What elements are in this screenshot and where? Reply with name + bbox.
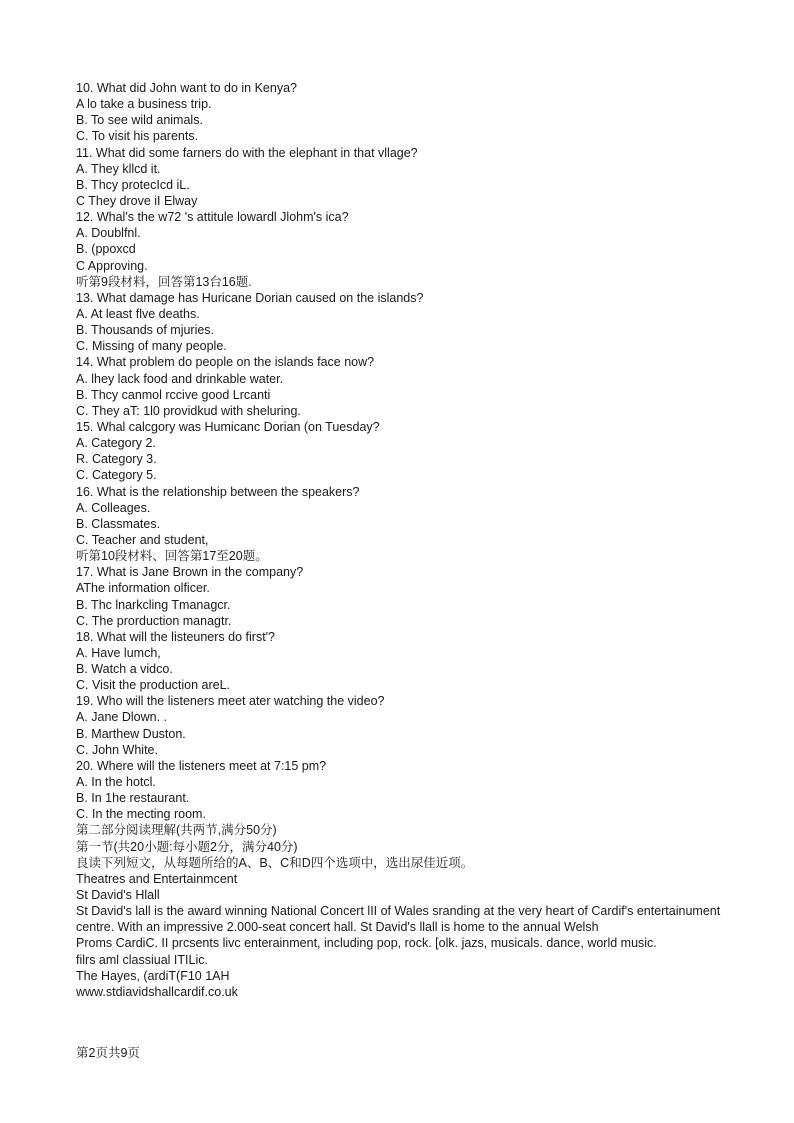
text-line: A. lhey lack food and drinkable water. (76, 371, 284, 386)
text-line: 听第9段材料，回答第13台16题. (76, 274, 252, 289)
text-line: A. At least flve deaths. (76, 306, 200, 321)
text-line: Theatres and Entertainmcent (76, 871, 238, 886)
text-line: A. Colleages. (76, 500, 151, 515)
article-paragraph-2: Proms CardiC. II prcsents livc enterainment, including pop, rock. [olk. jazs, musicals. dance, world music. (76, 936, 657, 951)
venue-line: The Hayes, (ardiT(F10 1AH (76, 968, 230, 983)
text-line: 13. What damage has Huricane Dorian caused on the islands? (76, 290, 424, 305)
text-line: B. (ppoxcd (76, 242, 136, 257)
text-line: C. The prorduction managtr. (76, 613, 232, 628)
text-line: 15. Whal calcgory was Humicanc Dorian (on Tuesday? (76, 419, 380, 434)
text-line: C. Visit the production areL. (76, 678, 231, 693)
text-line: B. In 1he restaurant. (76, 791, 190, 806)
text-line: C. John White. (76, 742, 158, 757)
text-line: 听第10段材料、回答第17至20题。 (76, 549, 268, 564)
text-line: 20. Where will the listeners meet at 7:15 pm? (76, 758, 327, 773)
text-line: 第二部分阅读理解(共两节,满分50分) (76, 823, 277, 838)
text-line: C. To visit his parents. (76, 129, 199, 144)
text-line: C. In the mecting room. (76, 807, 206, 822)
text-line: 19. Who will the listeners meet ater watching the video? (76, 694, 385, 709)
text-line: B. To see wild animals. (76, 113, 203, 128)
text-line: B. Thcy canmol rccive good Lrcanti (76, 387, 271, 402)
text-line: 17. What is Jane Brown in the company? (76, 565, 304, 580)
document-body (76, 80, 736, 1000)
text-line: 第一节(共20小题:每小题2分，满分40分) (76, 839, 298, 854)
text-line: AThe information olficer. (76, 581, 210, 596)
text-line: A. Have lumch, (76, 645, 161, 660)
text-line: St David's Hlall (76, 888, 160, 903)
text-line: A. Jane Dlown. . (76, 710, 168, 725)
text-line: R. Category 3. (76, 452, 157, 467)
text-line: 11. What did some farners do with the elephant in that vllage? (76, 145, 418, 160)
text-line: C. Category 5. (76, 468, 157, 483)
text-line: B. Thousands of mjuries. (76, 323, 215, 338)
text-line: 12. Whal's the w72 's attitule lowardl Jlohm's ica? (76, 210, 349, 225)
text-line: B. Classmates. (76, 516, 161, 531)
text-line: C They drove iI Elway (76, 193, 198, 208)
text-line: A. Doublfnl. (76, 226, 141, 241)
text-line: B. Thcy protecIcd iL. (76, 177, 190, 192)
text-line: 10. What did John want to do in Kenya? (76, 81, 297, 95)
text-line: C Approving. (76, 258, 148, 273)
question-block (76, 80, 736, 903)
text-line: C. Missing of many people. (76, 339, 227, 354)
text-line: C. They aT: 1l0 providkud with sheluring. (76, 403, 301, 418)
text-line: A. They kllcd it. (76, 161, 161, 176)
text-line: B. Thc lnarkcling Tmanagcr. (76, 597, 231, 612)
text-line: A lo take a business trip. (76, 97, 212, 112)
article-paragraph-1: St David's lall is the award winning National Concert lII of Wales sranding at the very heart of Cardif's entertainument centre. With an impressive 2.000-seat concert hall. St David's llall is home to the annual Welsh (76, 904, 721, 935)
text-line: 14. What problem do people on the islands face now? (76, 355, 375, 370)
text-line: 16. What is the relationship between the speakers? (76, 484, 360, 499)
text-line: B. Marthew Duston. (76, 726, 186, 741)
text-line: C. Teacher and student, (76, 532, 209, 547)
text-line: 18. What will the listeuners do first'? (76, 629, 275, 644)
venue-details (76, 952, 736, 1000)
page-number: 第2页共9页 (76, 1046, 140, 1060)
text-line: 良读下列短文，从每题所给的A、B、C和D四个选项中，选出尿佳近项。 (76, 855, 474, 870)
venue-line: filrs aml classiual ITILic. (76, 952, 208, 967)
text-line: A. Category 2. (76, 436, 156, 451)
text-line: A. In the hotcl. (76, 775, 156, 790)
venue-line: www.stdiavidshallcardif.co.uk (76, 984, 238, 999)
text-line: B. Watch a vidco. (76, 662, 173, 677)
